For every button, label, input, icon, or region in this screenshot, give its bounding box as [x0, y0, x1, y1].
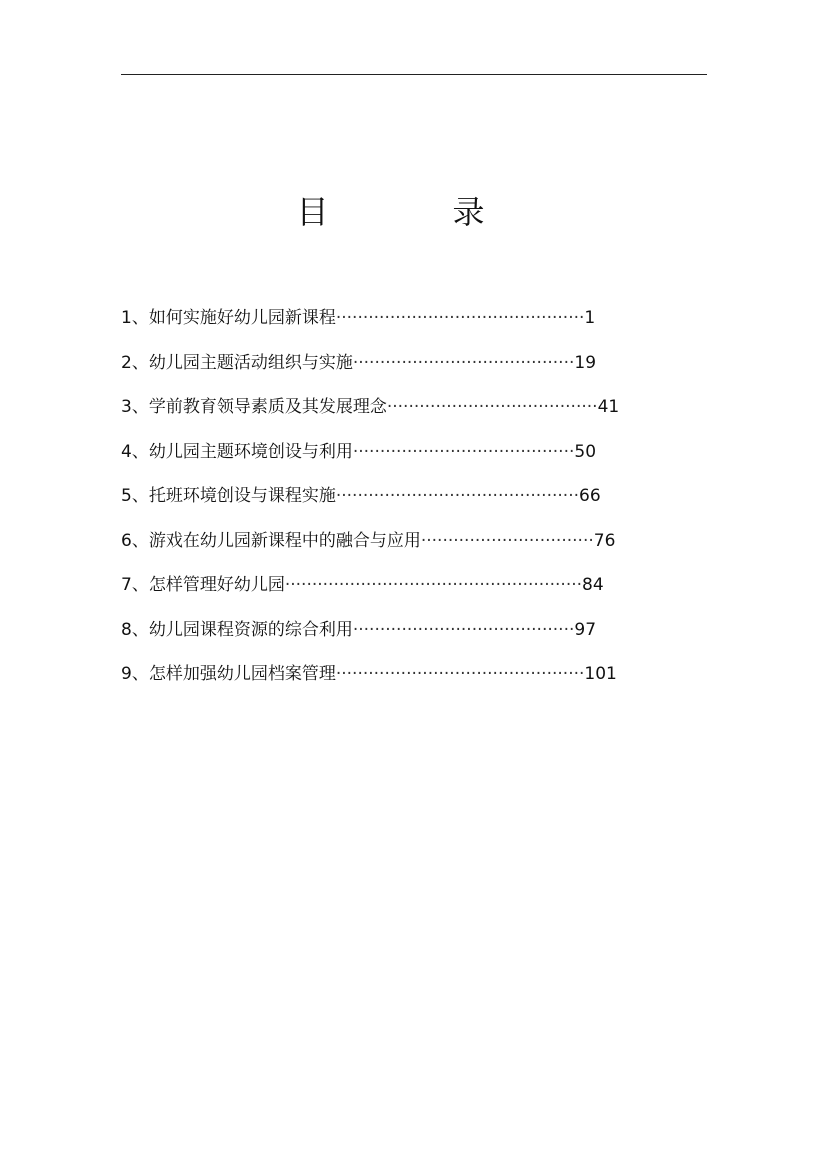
toc-entry-7[interactable] — [121, 570, 619, 615]
toc-entry-title: 幼儿园课程资源的综合利用 — [148, 619, 353, 640]
toc-leader-dots: ······················································· — [284, 575, 583, 595]
toc-page-number: 41 — [597, 397, 620, 417]
toc-entry-title: 学前教育领导素质及其发展理念 — [148, 397, 387, 417]
toc-entry-title: 托班环境创设与课程实施 — [148, 486, 336, 506]
toc-entry-number: 2、 — [121, 352, 149, 373]
toc-entry-5[interactable] — [121, 481, 619, 526]
toc-entry-4[interactable] — [121, 437, 619, 482]
toc-entry-2[interactable] — [121, 348, 619, 393]
page-title: 目 录 — [296, 193, 531, 231]
toc-entry-number: 5、 — [121, 486, 149, 506]
toc-leader-dots: ········································· — [352, 441, 575, 462]
toc-entry-title: 如何实施好幼儿园新课程 — [148, 308, 336, 328]
toc-entry-number: 4、 — [121, 441, 149, 462]
toc-entry-number: 1、 — [121, 308, 149, 328]
toc-entry-8[interactable] — [121, 615, 619, 660]
toc-page-number: 50 — [574, 441, 597, 462]
toc-leader-dots: ·············································· — [335, 664, 585, 684]
toc-entry-title: 幼儿园主题环境创设与利用 — [148, 441, 353, 462]
toc-list — [121, 303, 619, 704]
toc-page-number: 76 — [593, 530, 616, 551]
header-rule — [121, 74, 707, 75]
toc-entry-1[interactable] — [121, 303, 619, 348]
toc-entry-number: 6、 — [121, 530, 149, 551]
toc-leader-dots: ································ — [420, 530, 594, 551]
toc-entry-number: 7、 — [121, 575, 149, 595]
toc-entry-title: 游戏在幼儿园新课程中的融合与应用 — [148, 530, 421, 551]
toc-leader-dots: ······································· — [386, 397, 598, 417]
toc-entry-6[interactable] — [121, 526, 619, 571]
toc-page-number: 66 — [579, 486, 601, 506]
toc-leader-dots: ············································· — [335, 486, 579, 506]
toc-entry-title: 怎样管理好幼儿园 — [148, 575, 285, 595]
toc-entry-title: 怎样加强幼儿园档案管理 — [148, 664, 336, 684]
toc-page-number: 84 — [582, 575, 604, 595]
toc-page-number: 19 — [574, 352, 597, 373]
toc-leader-dots: ·············································· — [335, 308, 585, 328]
toc-entry-3[interactable] — [121, 392, 619, 437]
toc-entry-title: 幼儿园主题活动组织与实施 — [148, 352, 353, 373]
toc-entry-number: 9、 — [121, 664, 149, 684]
toc-page-number: 101 — [584, 664, 617, 684]
toc-page-number: 1 — [584, 308, 596, 328]
toc-leader-dots: ········································· — [352, 619, 575, 640]
toc-page-number: 97 — [574, 619, 597, 640]
toc-entry-number: 8、 — [121, 619, 149, 640]
toc-entry-number: 3、 — [121, 397, 149, 417]
toc-leader-dots: ········································· — [352, 352, 575, 373]
toc-entry-9[interactable] — [121, 659, 619, 704]
